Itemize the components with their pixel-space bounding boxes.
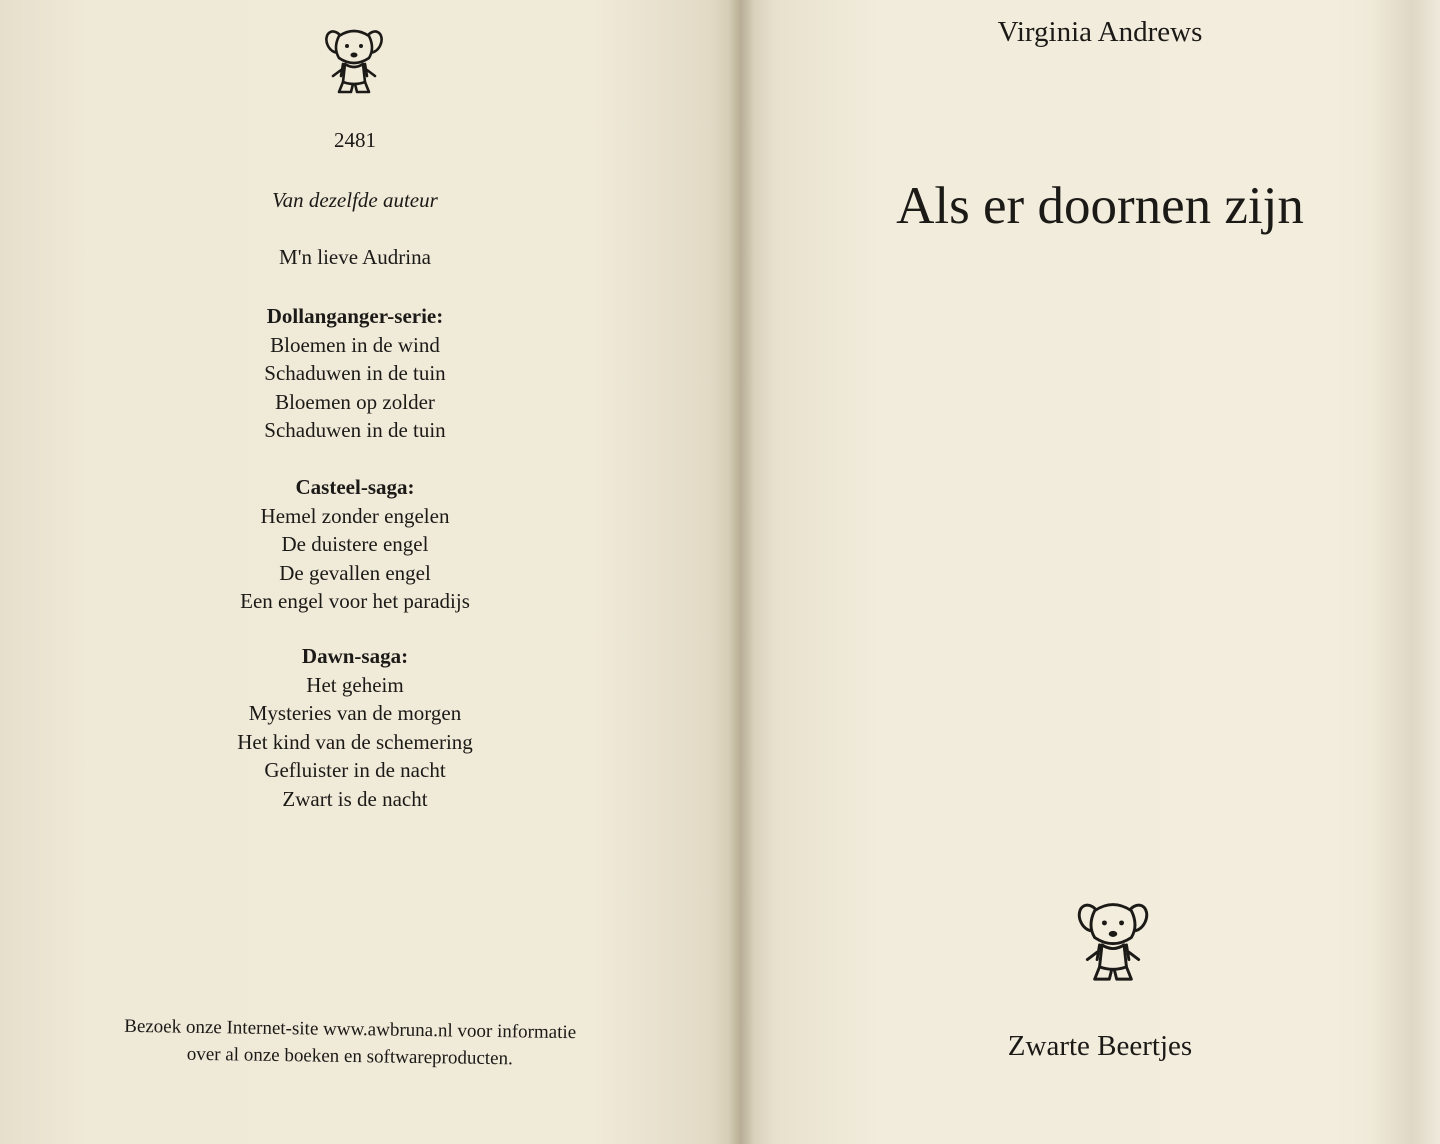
book-title: Zwart is de nacht [282, 786, 428, 811]
standalone-title: M'n lieve Audrina [279, 245, 431, 269]
series-casteel [155, 473, 555, 616]
website-notice [40, 1012, 661, 1075]
website-notice-line: over al onze boeken en softwareproducten. [186, 1043, 513, 1070]
website-notice-line: Bezoek onze Internet-site www.awbruna.nl voor informatie [124, 1015, 577, 1044]
book-title: Schaduwen in de tuin [264, 361, 446, 385]
book-title: Bloemen op zolder [275, 389, 435, 414]
by-same-author-heading: Van dezelfde auteur [272, 188, 438, 212]
series-dollanganger [155, 302, 555, 445]
book-title: De duistere engel [281, 532, 429, 556]
bear-logo-icon [1077, 896, 1149, 984]
page-edge-fold [1370, 0, 1440, 1144]
book-title: Het kind van de schemering [237, 729, 473, 754]
book-title: Gefluister in de nacht [264, 758, 446, 782]
publisher-name: Zwarte Beertjes [1007, 1030, 1193, 1062]
series-heading: Dawn-saga: [301, 644, 409, 668]
author-name: Virginia Andrews [997, 16, 1203, 48]
series-heading: Casteel-saga: [295, 475, 415, 499]
book-title: Schaduwen in de tuin [264, 418, 446, 442]
book-title: Mysteries van de morgen [248, 701, 462, 725]
book-title: Een engel voor het paradijs [240, 589, 470, 613]
book-title-main: Als er doornen zijn [896, 177, 1304, 235]
book-gutter [728, 0, 754, 1144]
book-title: Hemel zonder engelen [260, 503, 450, 528]
book-title: Het geheim [306, 672, 404, 697]
series-dawn [155, 642, 555, 813]
series-heading: Dollanganger-serie: [266, 304, 444, 328]
book-title: Bloemen in de wind [270, 332, 440, 357]
bear-logo-icon [325, 24, 383, 96]
catalog-number: 2481 [334, 128, 376, 152]
book-title: De gevallen engel [279, 560, 431, 585]
